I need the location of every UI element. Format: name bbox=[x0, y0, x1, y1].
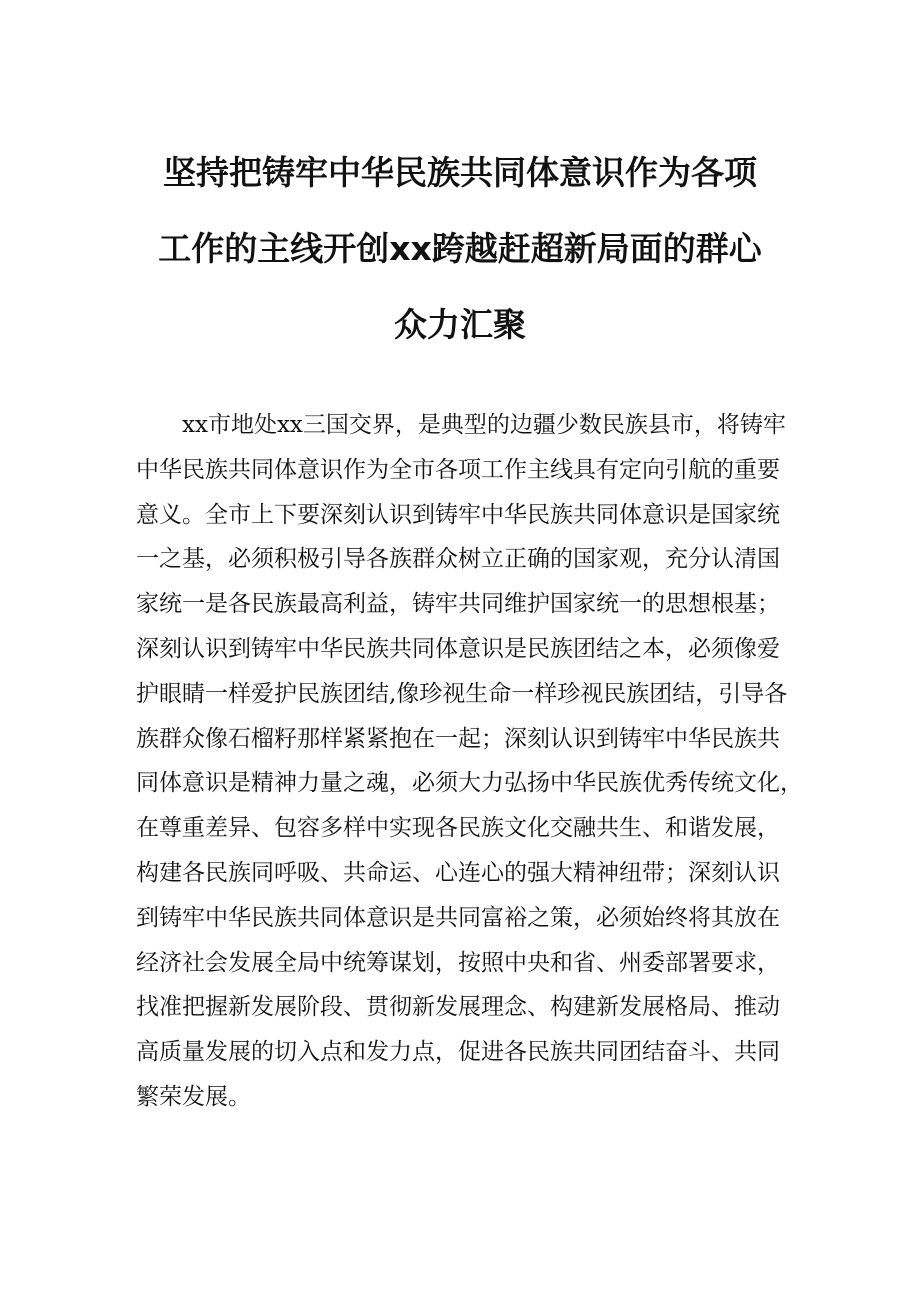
paragraph-line: 同体意识是精神力量之魂，必须大力弘扬中华民族优秀传统文化， bbox=[136, 770, 803, 797]
document-title bbox=[140, 135, 780, 363]
paragraph-line: 繁荣发展。 bbox=[136, 1083, 251, 1110]
paragraph-line: 族群众像石榴籽那样紧紧抱在一起；深刻认识到铸牢中华民族共 bbox=[136, 725, 780, 752]
title-line: 众力汇聚 bbox=[394, 305, 526, 344]
body-paragraph bbox=[136, 403, 803, 1120]
paragraph-line: 找准把握新发展阶段、贯彻新发展理念、构建新发展格局、推动 bbox=[136, 994, 780, 1021]
paragraph-line: xx市地处xx三国交界，是典型的边疆少数民族县市，将铸牢 bbox=[182, 412, 786, 438]
paragraph-line: 中华民族共同体意识作为全市各项工作主线具有定向引航的重要 bbox=[136, 456, 780, 483]
title-line: 工作的主线开创xx跨越赶超新局面的群心 bbox=[158, 229, 762, 268]
paragraph-line: 深刻认识到铸牢中华民族共同体意识是民族团结之本，必须像爱 bbox=[136, 635, 780, 662]
paragraph-line: 护眼睛一样爱护民族团结,像珍视生命一样珍视民族团结，引导各 bbox=[136, 680, 788, 707]
paragraph-line: 在尊重差异、包容多样中实现各民族文化交融共生、和谐发展， bbox=[136, 815, 780, 842]
paragraph-line: 一之基，必须积极引导各族群众树立正确的国家观，充分认清国 bbox=[136, 546, 780, 573]
paragraph-line: 经济社会发展全局中统筹谋划，按照中央和省、州委部署要求， bbox=[136, 949, 780, 976]
paragraph-line: 高质量发展的切入点和发力点，促进各民族共同团结奋斗、共同 bbox=[136, 1039, 780, 1066]
title-line: 坚持把铸牢中华民族共同体意识作为各项 bbox=[163, 153, 757, 192]
paragraph-line: 构建各民族同呼吸、共命运、心连心的强大精神纽带；深刻认识 bbox=[136, 859, 780, 886]
paragraph-line: 家统一是各民族最高利益，铸牢共同维护国家统一的思想根基； bbox=[136, 591, 780, 618]
paragraph-line: 到铸牢中华民族共同体意识是共同富裕之策，必须始终将其放在 bbox=[136, 904, 780, 931]
paragraph-line: 意义。全市上下要深刻认识到铸牢中华民族共同体意识是国家统 bbox=[136, 501, 780, 528]
